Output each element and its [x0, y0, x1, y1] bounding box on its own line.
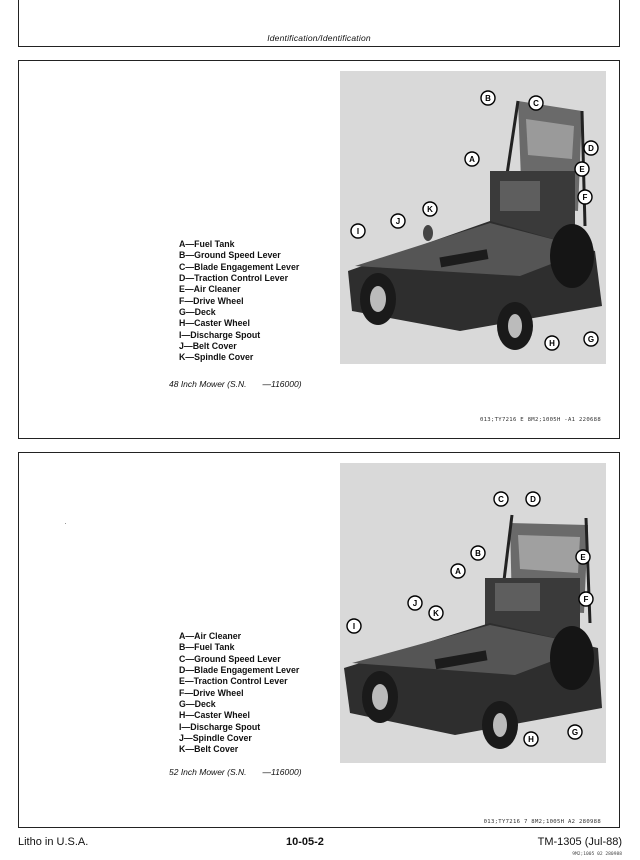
legend-item: D—Traction Control Lever	[179, 273, 288, 284]
figure-panel-52-inch	[18, 452, 620, 828]
caption-model: 48 Inch Mower (S.N.	[169, 379, 247, 389]
callout-g	[584, 332, 598, 346]
callout-f	[578, 190, 592, 204]
legend-item: C—Ground Speed Lever	[179, 653, 281, 664]
svg-text:E: E	[580, 553, 586, 562]
svg-text:J: J	[395, 217, 401, 226]
callout-c	[529, 96, 543, 110]
legend-item: C—Blade Engagement Lever	[179, 261, 300, 272]
svg-text:G: G	[587, 335, 595, 344]
page-header	[18, 0, 620, 47]
callout-e	[576, 550, 590, 564]
legend-item: A—Air Cleaner	[179, 631, 242, 641]
svg-text:G: G	[571, 728, 579, 737]
footer-code: 9M2;1005 02 280988	[572, 852, 622, 857]
callout-j	[391, 214, 405, 228]
legend-item: G—Deck	[179, 307, 216, 318]
svg-text:F: F	[582, 193, 588, 202]
legend-item: K—Belt Cover	[179, 744, 239, 755]
mower-photo-48	[340, 71, 606, 364]
svg-text:H: H	[549, 339, 555, 348]
legend-item: H—Caster Wheel	[179, 710, 250, 721]
page-number: 10-05-2	[286, 836, 324, 848]
caption-model: 52 Inch Mower (S.N.	[169, 767, 247, 777]
legend-item: E—Traction Control Lever	[179, 676, 288, 687]
svg-text:B: B	[475, 549, 481, 558]
figure-caption	[169, 767, 302, 777]
svg-text:E: E	[579, 165, 585, 174]
svg-text:F: F	[583, 595, 589, 604]
legend-item: G—Deck	[179, 699, 216, 710]
svg-text:K: K	[427, 205, 433, 214]
legend-item: J—Spindle Cover	[179, 733, 252, 744]
manual-id: TM-1305 (Jul-88)	[537, 836, 622, 848]
svg-text:C: C	[533, 99, 539, 108]
legend-item: B—Fuel Tank	[179, 642, 235, 653]
figure-code: 013;TY7216 E 8M2;1005H -A1 220688	[479, 417, 601, 423]
callout-h	[545, 336, 559, 350]
caption-serial: —116000)	[262, 767, 302, 777]
callout-a	[451, 564, 465, 578]
callout-i	[347, 619, 361, 633]
callout-g	[568, 725, 582, 739]
svg-text:H: H	[528, 735, 534, 744]
callout-b	[471, 546, 485, 560]
svg-text:A: A	[455, 567, 461, 576]
legend-item: E—Air Cleaner	[179, 284, 241, 295]
svg-text:D: D	[530, 495, 536, 504]
legend-item: H—Caster Wheel	[179, 318, 250, 329]
mower-photo-52	[340, 463, 606, 763]
legend-item: A—Fuel Tank	[179, 239, 235, 249]
parts-legend	[179, 631, 299, 756]
svg-text:D: D	[588, 144, 594, 153]
callout-f	[579, 592, 593, 606]
callout-i	[351, 224, 365, 238]
legend-item: B—Ground Speed Lever	[179, 250, 281, 261]
callout-j	[408, 596, 422, 610]
header-title: Identification/Identification	[267, 33, 371, 43]
figure-panel-48-inch	[18, 60, 620, 439]
callout-b	[481, 91, 495, 105]
callout-a	[465, 152, 479, 166]
callout-e	[575, 162, 589, 176]
legend-item: D—Blade Engagement Lever	[179, 665, 300, 676]
parts-legend	[179, 239, 299, 364]
callout-k	[429, 606, 443, 620]
figure-code: 013;TY7216 7 8M2;1005H A2 280988	[483, 819, 601, 825]
legend-item: I—Discharge Spout	[179, 329, 261, 340]
legend-item: F—Drive Wheel	[179, 295, 244, 306]
svg-text:J: J	[412, 599, 418, 608]
legend-item: K—Spindle Cover	[179, 352, 254, 363]
legend-item: I—Discharge Spout	[179, 721, 261, 732]
svg-text:B: B	[485, 94, 491, 103]
svg-text:K: K	[433, 609, 439, 618]
callout-c	[494, 492, 508, 506]
callout-d	[526, 492, 540, 506]
callout-h	[524, 732, 538, 746]
callout-d	[584, 141, 598, 155]
svg-text:I: I	[352, 622, 356, 631]
svg-text:A: A	[469, 155, 475, 164]
caption-serial: —116000)	[262, 379, 302, 389]
svg-text:I: I	[356, 227, 360, 236]
legend-item: F—Drive Wheel	[179, 687, 244, 698]
footer-litho: Litho in U.S.A.	[18, 836, 89, 848]
callout-k	[423, 202, 437, 216]
legend-item: J—Belt Cover	[179, 341, 237, 352]
svg-text:C: C	[498, 495, 504, 504]
figure-caption	[169, 379, 302, 389]
